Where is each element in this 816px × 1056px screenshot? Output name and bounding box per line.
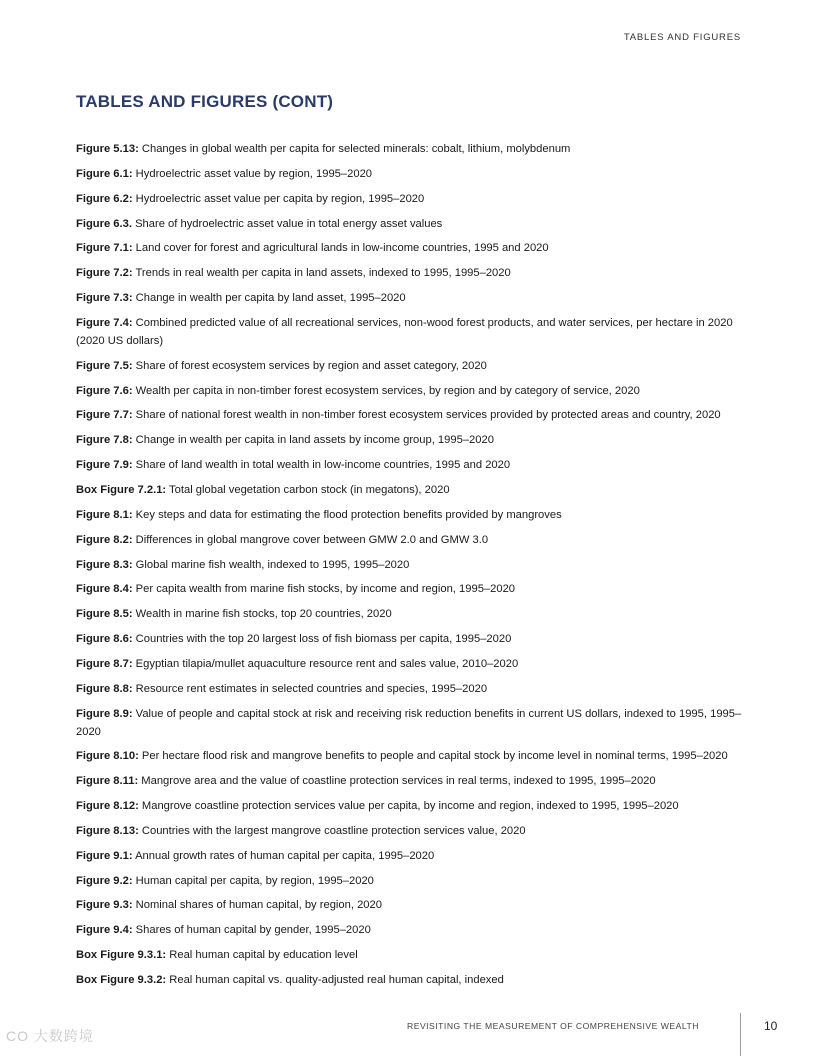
figure-entry[interactable] (76, 847, 746, 865)
figure-label: Figure 8.6: (76, 633, 133, 646)
figure-entry[interactable] (76, 747, 746, 765)
figure-label: Figure 8.10: (76, 750, 139, 763)
figure-entry[interactable] (76, 481, 746, 499)
figure-entry[interactable] (76, 531, 746, 549)
figure-entry[interactable] (76, 382, 746, 400)
figure-entry[interactable] (76, 289, 746, 307)
figure-label: Figure 8.11: (76, 775, 139, 788)
figure-caption: Per hectare flood risk and mangrove benefits to people and capital stock by income level in nominal terms, 1995–2020 (138, 750, 728, 763)
figure-list (76, 140, 746, 996)
figure-entry[interactable] (76, 190, 746, 208)
figure-entry[interactable] (76, 655, 746, 673)
figure-entry[interactable] (76, 921, 746, 939)
figure-entry[interactable] (76, 314, 746, 350)
figure-entry[interactable] (76, 896, 746, 914)
figure-label: Figure 7.9: (76, 459, 133, 472)
figure-entry[interactable] (76, 630, 746, 648)
figure-caption: Resource rent estimates in selected countries and species, 1995–2020 (132, 682, 488, 695)
figure-entry[interactable] (76, 239, 746, 257)
figure-caption: Key steps and data for estimating the flood protection benefits provided by mangroves (132, 508, 562, 521)
figure-caption: Change in wealth per capita by land asset, 1995–2020 (132, 292, 406, 305)
figure-caption: Wealth per capita in non-timber forest ecosystem services, by region and by category of service, 2020 (132, 384, 640, 397)
figure-entry[interactable] (76, 406, 746, 424)
figure-caption: Countries with the largest mangrove coastline protection services value, 2020 (138, 824, 526, 837)
figure-caption: Global marine fish wealth, indexed to 1995, 1995–2020 (132, 558, 410, 571)
figure-caption: Real human capital vs. quality-adjusted real human capital, indexed (166, 974, 504, 986)
figure-entry[interactable] (76, 705, 746, 741)
figure-caption: Change in wealth per capita in land assets by income group, 1995–2020 (132, 434, 494, 447)
figure-caption: Land cover for forest and agricultural lands in low-income countries, 1995 and 2020 (132, 242, 549, 255)
figure-label: Box Figure 9.3.1: (76, 949, 167, 962)
figure-label: Figure 9.1: (76, 849, 133, 862)
figure-caption: Mangrove area and the value of coastline protection services in real terms, indexed to 1995, 1995–2020 (138, 775, 656, 788)
figure-caption: Total global vegetation carbon stock (in megatons), 2020 (166, 483, 450, 496)
figure-label: Figure 7.4: (76, 316, 133, 329)
page-title: TABLES AND FIGURES (CONT) (76, 92, 334, 111)
watermark: CO 大数跨境 (6, 1028, 94, 1044)
footer-divider (740, 1013, 741, 1056)
figure-entry[interactable] (76, 264, 746, 282)
figure-label: Figure 8.1: (76, 508, 133, 521)
figure-entry[interactable] (76, 822, 746, 840)
figure-label: Figure 5.13: (76, 143, 139, 155)
figure-entry[interactable] (76, 872, 746, 890)
figure-label: Figure 8.4: (76, 583, 133, 596)
figure-label: Figure 7.6: (76, 384, 133, 397)
figure-label: Figure 8.5: (76, 608, 133, 621)
figure-caption: Value of people and capital stock at risk and receiving risk reduction benefits in current US dollars, indexed to 1995, 1995–2020 (76, 707, 742, 738)
figure-entry[interactable] (76, 971, 746, 989)
figure-label: Figure 8.2: (76, 533, 133, 546)
figure-label: Figure 7.1: (76, 242, 133, 255)
figure-label: Box Figure 7.2.1: (76, 483, 167, 496)
figure-label: Figure 7.8: (76, 434, 133, 447)
figure-label: Figure 6.2: (76, 192, 133, 205)
figure-label: Figure 8.8: (76, 682, 133, 695)
figure-label: Figure 7.2: (76, 267, 133, 280)
figure-label: Figure 7.7: (76, 409, 133, 422)
figure-label: Figure 9.2: (76, 874, 133, 887)
figure-label: Figure 7.5: (76, 359, 133, 372)
figure-caption: Human capital per capita, by region, 1995–2020 (132, 874, 374, 887)
figure-label: Figure 6.1: (76, 167, 133, 180)
figure-entry[interactable] (76, 946, 746, 964)
figure-caption: Share of forest ecosystem services by region and asset category, 2020 (132, 359, 487, 372)
figure-caption: Nominal shares of human capital, by region, 2020 (132, 899, 382, 912)
figure-caption: Real human capital by education level (166, 949, 358, 962)
figure-entry[interactable] (76, 797, 746, 815)
footer-publication-title: REVISITING THE MEASUREMENT OF COMPREHENSIVE WEALTH (407, 1021, 699, 1031)
figure-label: Figure 8.7: (76, 657, 133, 670)
figure-label: Figure 7.3: (76, 292, 133, 305)
figure-entry[interactable] (76, 605, 746, 623)
figure-entry[interactable] (76, 456, 746, 474)
figure-entry[interactable] (76, 215, 746, 233)
figure-caption: Hydroelectric asset value by region, 1995–2020 (132, 167, 373, 180)
figure-label: Figure 8.12: (76, 800, 139, 813)
figure-caption: Mangrove coastline protection services value per capita, by income and region, indexed to 1995, 1995–2020 (138, 800, 679, 813)
figure-entry[interactable] (76, 580, 746, 598)
figure-caption: Changes in global wealth per capita for selected minerals: cobalt, lithium, molybdenum (138, 143, 571, 155)
figure-label: Figure 8.3: (76, 558, 133, 571)
figure-entry[interactable] (76, 772, 746, 790)
figure-caption: Shares of human capital by gender, 1995–2020 (132, 924, 371, 937)
figure-entry[interactable] (76, 357, 746, 375)
figure-entry[interactable] (76, 506, 746, 524)
figure-caption: Share of hydroelectric asset value in total energy asset values (131, 217, 443, 230)
figure-entry[interactable] (76, 556, 746, 574)
figure-entry[interactable] (76, 165, 746, 183)
figure-caption: Differences in global mangrove cover between GMW 2.0 and GMW 3.0 (132, 533, 489, 546)
figure-caption: Annual growth rates of human capital per capita, 1995–2020 (132, 849, 435, 862)
figure-caption: Share of land wealth in total wealth in low-income countries, 1995 and 2020 (132, 459, 511, 472)
figure-caption: Combined predicted value of all recreational services, non-wood forest products, and water services, per hectare in 2020 (2020 US dollars) (76, 316, 733, 347)
figure-label: Box Figure 9.3.2: (76, 974, 167, 986)
figure-caption: Per capita wealth from marine fish stocks, by income and region, 1995–2020 (132, 583, 516, 596)
figure-label: Figure 9.4: (76, 924, 133, 937)
figure-label: Figure 8.13: (76, 824, 139, 837)
page-number: 10 (764, 1019, 778, 1033)
figure-entry[interactable] (76, 140, 746, 158)
figure-entry[interactable] (76, 680, 746, 698)
figure-caption: Wealth in marine fish stocks, top 20 countries, 2020 (132, 608, 392, 621)
figure-label: Figure 6.3. (76, 217, 132, 230)
figure-label: Figure 8.9: (76, 707, 133, 720)
running-head: TABLES AND FIGURES (623, 32, 741, 43)
figure-caption: Egyptian tilapia/mullet aquaculture resource rent and sales value, 2010–2020 (132, 657, 519, 670)
figure-caption: Share of national forest wealth in non-timber forest ecosystem services provided by protected areas and country, 2020 (132, 409, 721, 422)
figure-label: Figure 9.3: (76, 899, 133, 912)
figure-entry[interactable] (76, 431, 746, 449)
figure-caption: Trends in real wealth per capita in land assets, indexed to 1995, 1995–2020 (132, 267, 511, 280)
figure-caption: Hydroelectric asset value per capita by region, 1995–2020 (132, 192, 425, 205)
figure-caption: Countries with the top 20 largest loss of fish biomass per capita, 1995–2020 (132, 633, 512, 646)
